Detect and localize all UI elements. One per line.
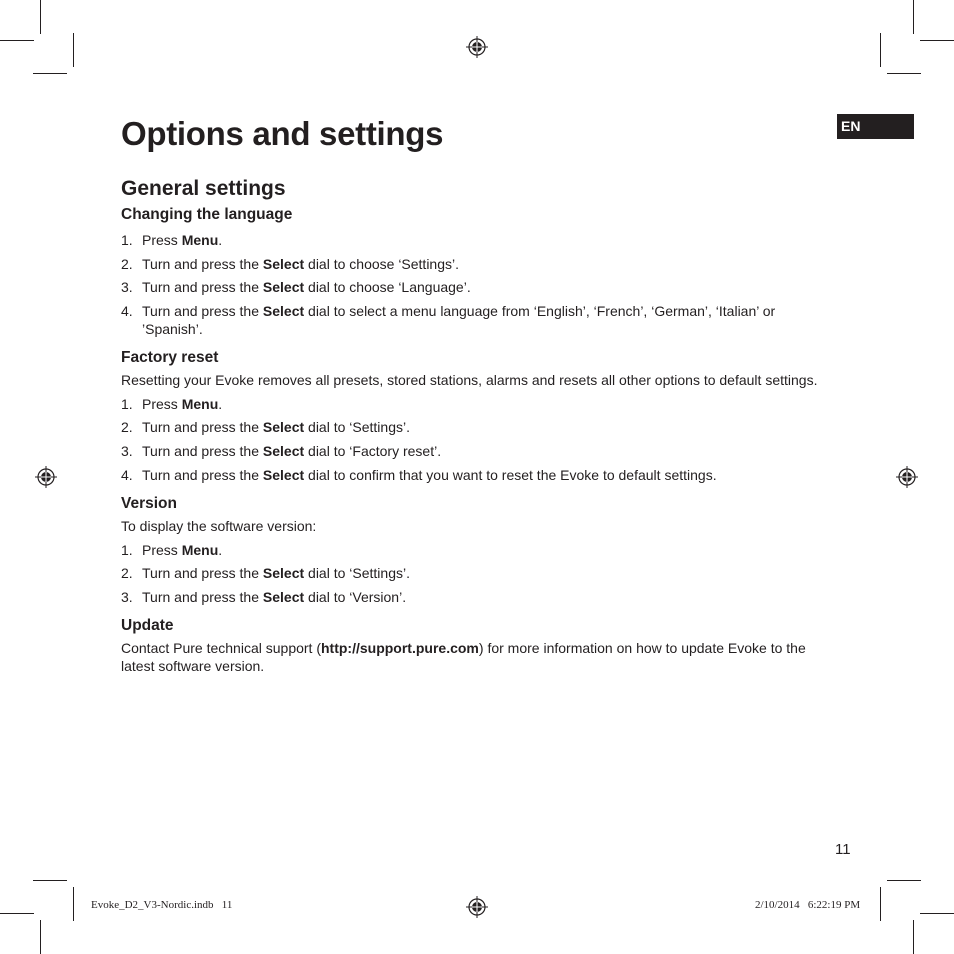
list-item: 2. Turn and press the Select dial to ‘Settings’.: [121, 565, 410, 582]
slug-timestamp: 2/10/2014 6:22:19 PM: [755, 899, 861, 911]
list-item: 3. Turn and press the Select dial to ‘Factory reset’.: [121, 442, 442, 459]
page-number: 11: [835, 841, 851, 858]
subsection-factory-reset: [121, 348, 833, 484]
subsection-changing-language: [121, 205, 833, 338]
crop-mark: [913, 0, 914, 34]
step-list: [121, 395, 833, 484]
list-item: 1. Press Menu.: [121, 395, 223, 412]
crop-mark: [40, 920, 41, 954]
crop-mark: [920, 913, 954, 914]
step-list: [121, 231, 833, 338]
crop-mark: [920, 40, 954, 41]
page-content: [121, 112, 833, 675]
crop-mark: [0, 40, 34, 41]
support-link[interactable]: http://support.pure.com: [321, 639, 479, 656]
list-item: 3. Turn and press the Select dial to choose ‘Language’.: [121, 279, 471, 296]
crop-mark: [73, 33, 74, 67]
page-title: Options and settings: [121, 115, 444, 152]
crop-mark: [880, 33, 881, 67]
list-item: 4. Turn and press the Select dial to select a menu language from ‘English’, ‘French’, ‘German’, ‘Italian’ or ’Spanish’.: [121, 302, 776, 337]
subsection-heading: Update: [121, 616, 174, 634]
registration-mark-icon: [35, 466, 57, 488]
crop-mark: [33, 880, 67, 881]
crop-mark: [887, 880, 921, 881]
list-item: 1. Press Menu.: [121, 541, 223, 558]
language-tab: EN: [837, 114, 914, 139]
step-list: [121, 541, 833, 606]
subsection-update: [121, 616, 833, 675]
slug-file: Evoke_D2_V3-Nordic.indb 11: [91, 899, 233, 911]
list-item: 1. Press Menu.: [121, 232, 223, 248]
list-item: 2. Turn and press the Select dial to choose ‘Settings’.: [121, 255, 460, 272]
registration-mark-icon: [466, 896, 488, 918]
subsection-heading: Changing the language: [121, 206, 293, 223]
registration-mark-icon: [466, 36, 488, 58]
update-text: Contact Pure technical support (http://support.pure.com) for more information on how to update Evoke to the latest software version.: [121, 639, 806, 674]
section-heading: General settings: [121, 177, 286, 200]
crop-mark: [880, 887, 881, 921]
list-item: 2. Turn and press the Select dial to ‘Settings’.: [121, 419, 410, 436]
subsection-intro: Resetting your Evoke removes all presets, stored stations, alarms and resets all other options to default settings.: [121, 371, 818, 388]
crop-mark: [33, 73, 67, 74]
crop-mark: [73, 887, 74, 921]
crop-mark: [913, 920, 914, 954]
subsection-heading: Factory reset: [121, 348, 219, 366]
crop-mark: [887, 73, 921, 74]
list-item: 4. Turn and press the Select dial to confirm that you want to reset the Evoke to default settings.: [121, 466, 717, 483]
list-item: 3. Turn and press the Select dial to ‘Version’.: [121, 588, 407, 605]
crop-mark: [0, 913, 34, 914]
crop-mark: [40, 0, 41, 34]
subsection-version: [121, 494, 833, 606]
subsection-intro: To display the software version:: [121, 517, 317, 534]
registration-mark-icon: [896, 466, 918, 488]
subsection-heading: Version: [121, 494, 177, 512]
